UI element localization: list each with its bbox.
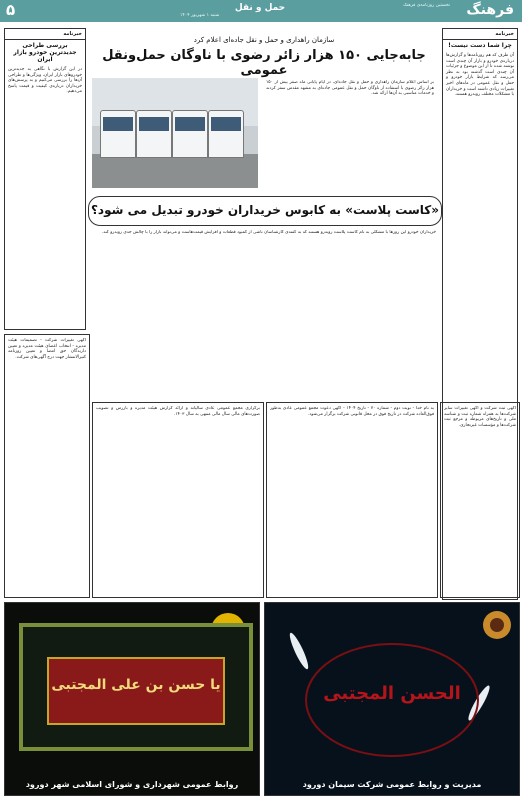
notice-3-body: آگهی تغییرات شرکت - تصمیمات هیئت مدیره - انتخاب اعضای هیئت مدیره و تعیین دارندگان حق امضا و تعیین روزنامه کثیرالانتشار جهت درج آگهی‌های شرکت. — [8, 338, 86, 360]
second-body: خریداران خودرو این روزها با مشکلی به نام کاست پلاست روبه‌رو هستند که به گفته‌ی کارشناسان ناشی از کمبود قطعات و افزایش قیمت‌هاست و می‌تواند بازار را با چالش جدی روبه‌رو کند. — [101, 230, 436, 235]
buses-photo — [92, 78, 258, 188]
masthead-tagline: نخستین روزنامه‌ی فرهنگ — [402, 3, 450, 8]
second-headline: «کاست پلاست» به کابوس خریداران خودرو تبدیل می شود؟ — [90, 203, 440, 217]
lead-headline: جابه‌جایی ۱۵۰ هزار زائر رضوی با ناوگان حمل‌ونقل عمومی — [102, 48, 426, 78]
notice-1-body: به نام خدا - نوبت دوم - شماره ۷۰ - تاریخ ۱۴۰۴ - آگهی دعوت مجمع عمومی عادی به‌طور فوق‌العاده شرکت در تاریخ فوق در محل قانونی شرکت برگزار می‌شود. — [270, 406, 434, 417]
ad-left — [4, 602, 260, 796]
notice-4 — [440, 402, 520, 598]
lead-body: بر اساس اعلام سازمان راهداری و حمل و نقل جاده‌ای، در ایام پایانی ماه صفر بیش از ۱۵۰ هزار زائر رضوی با استفاده از ناوگان حمل و نقل عمومی جاده‌ای به مشهد مقدس سفر کردند و خدمات مناسبی به آن‌ها ارائه شد. — [266, 80, 434, 97]
page-number: ۵ — [6, 1, 16, 19]
ad-left-calligraphy: یا حسن بن علی المجتبی — [51, 677, 221, 693]
notice-2-body: برگزاری مجمع عمومی عادی سالیانه و ارائه گزارش هیئت مدیره و بازرس و تصویب صورت‌های مالی سال مالی منتهی به سال ۱۴۰۳. — [96, 406, 260, 417]
newspaper-logo: فرهنگ — [466, 2, 514, 18]
ad-right-ring — [305, 643, 479, 757]
right-sidebar-body: آن طرف که هم روزنامه‌ها و گزارش‌ها درباره‌ی خودرو و بازار آن چندی است نوشته شده تا از این موضوع و جزئیات آن چندی است گذشته بود به نظر می‌رسد که شرایط بازار خودرو و حمل و نقل عمومی در ماه‌های اخیر تغییرات زیادی داشته است و خریداران با مشکلات مختلف روبه‌رو هستند. — [446, 53, 514, 98]
ad-right-caption: مدیریت و روابط عمومی شرکت سیمان دورود — [302, 780, 482, 789]
right-sidebar-label: خبرنامه — [443, 29, 517, 40]
notice-4-body: آگهی ثبت شرکت و آگهی تغییرات سایر شرکت‌ها به همراه شماره ثبت و شناسه ملی و تاریخ‌های مربوطه و مرجع ثبت شرکت‌ها و مؤسسات غیرتجاری. — [444, 406, 516, 428]
ad-left-caption: روابط عمومی شهرداری و شورای اسلامی شهر دورود — [25, 780, 239, 789]
left-sidebar-label: خبرنامه — [5, 29, 85, 40]
ad-right-calligraphy: الحسن المجتبی — [323, 683, 461, 704]
notice-1 — [266, 402, 438, 598]
ad-left-frame — [19, 623, 253, 751]
notice-2 — [92, 402, 264, 598]
masthead — [0, 0, 522, 22]
left-sidebar-title: بررسی طراحی جدیدترین خودرو بازار ایران — [13, 42, 77, 63]
left-sidebar — [4, 28, 86, 330]
left-sidebar-body: در این گزارش با نگاهی به جدیدترین خودروهای بازار ایران، ویژگی‌ها و طراحی آن‌ها را بررسی می‌کنیم و به پرسش‌های خریداران درباره‌ی کیفیت و قیمت پاسخ می‌دهیم. — [8, 67, 82, 95]
ad-right — [264, 602, 520, 796]
notice-3 — [4, 334, 90, 598]
ad-left-panel — [47, 657, 225, 725]
issue-date: شنبه ۱ شهریور ۱۴۰۴ — [180, 13, 220, 18]
feather-icon — [287, 631, 311, 671]
cement-company-logo-icon — [483, 611, 511, 639]
right-sidebar-title: چرا شما دست نیست! — [448, 42, 512, 49]
second-headline-box — [88, 196, 442, 226]
lead-kicker: سازمان راهداری و حمل و نقل جاده‌ای اعلام کرد — [193, 36, 335, 44]
section-title: حمل و نقل — [234, 3, 286, 13]
